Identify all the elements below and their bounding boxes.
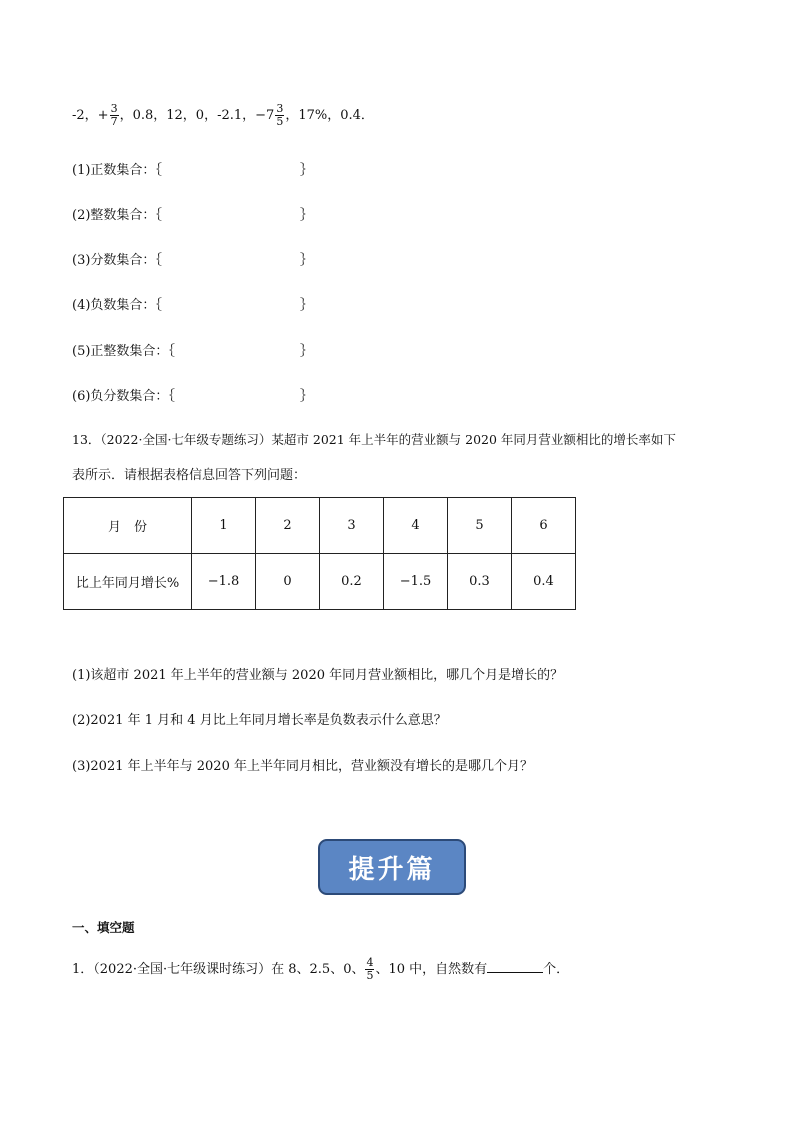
sub-question-1: (1)该超市 2021 年上半年的营业额与 2020 年同月营业额相比，哪几个月是增长的？ [72, 668, 564, 683]
sub-question-3: (3)2021 年上半年与 2020 年上半年同月相比，营业额没有增长的是哪几个月？ [72, 759, 533, 774]
mixed-number-int: −7 [255, 108, 275, 123]
answer-blank[interactable] [487, 960, 543, 973]
table-header-growth: 比上年同月增长% [64, 554, 192, 610]
set-label: (1)正数集合：｛ [72, 163, 162, 178]
set-line-negative-fraction [72, 385, 175, 404]
set-label: (6)负分数集合：｛ [72, 389, 175, 404]
table-cell: −1.5 [384, 554, 448, 610]
set-close-brace: ｝ [300, 298, 314, 313]
set-line-positive-integer [72, 340, 175, 359]
fraction-three-sevenths: $\frac{3}{7}$ [110, 102, 118, 128]
table-cell: 0.2 [320, 554, 384, 610]
set-label: (3)分数集合：｛ [72, 253, 162, 268]
question-13-line2: 表所示．请根据表格信息回答下列问题： [72, 468, 307, 483]
table-cell: −1.8 [192, 554, 256, 610]
section-heading: 一、填空题 [72, 920, 135, 935]
sub-question-2: (2)2021 年 1 月和 4 月比上年同月增长率是负数表示什么意思？ [72, 713, 447, 728]
set-close-brace: ｝ [300, 208, 314, 223]
table-row [64, 498, 576, 554]
table-cell: 1 [192, 498, 256, 554]
growth-rate-table [63, 497, 576, 610]
number-items: ，0.8，12，0，-2.1， [119, 108, 256, 123]
set-label: (5)正整数集合：｛ [72, 344, 175, 359]
set-close-brace: ｝ [300, 344, 314, 359]
question-1-suffix: 、10 中，自然数有 [375, 962, 488, 977]
number-list [72, 101, 374, 131]
table-row [64, 554, 576, 610]
question-1 [72, 955, 569, 985]
number-items-end: ，17%，0.4． [285, 108, 374, 123]
table-header-month: 月 份 [64, 498, 192, 554]
fraction-three-fifths: $\frac{3}{5}$ [276, 102, 284, 128]
set-line-fraction [72, 249, 162, 268]
table-cell: 6 [512, 498, 576, 554]
table-cell: 0.3 [448, 554, 512, 610]
set-close-brace: ｝ [300, 389, 314, 404]
table-cell: 3 [320, 498, 384, 554]
fraction-four-fifths: $\frac{4}{5}$ [366, 956, 374, 982]
set-label: (4)负数集合：｛ [72, 298, 162, 313]
question-1-end: 个． [543, 962, 570, 977]
set-close-brace: ｝ [300, 163, 314, 178]
table-cell: 2 [256, 498, 320, 554]
section-banner: 提升篇 [318, 839, 466, 895]
number-item: -2， [72, 108, 98, 123]
set-label: (2)整数集合：｛ [72, 208, 162, 223]
set-line-integer [72, 204, 162, 223]
question-1-prefix: 1．（2022·全国·七年级课时练习）在 8、2.5、0、 [72, 962, 365, 977]
table-cell: 0 [256, 554, 320, 610]
set-line-negative [72, 294, 162, 313]
set-close-brace: ｝ [300, 253, 314, 268]
table-cell: 4 [384, 498, 448, 554]
set-line-positive [72, 159, 162, 178]
question-13-line1: 13．（2022·全国·七年级专题练习）某超市 2021 年上半年的营业额与 2020 年同月营业额相比的增长率如下 [72, 432, 676, 447]
table-cell: 0.4 [512, 554, 576, 610]
plus-sign: + [97, 108, 109, 123]
table-cell: 5 [448, 498, 512, 554]
